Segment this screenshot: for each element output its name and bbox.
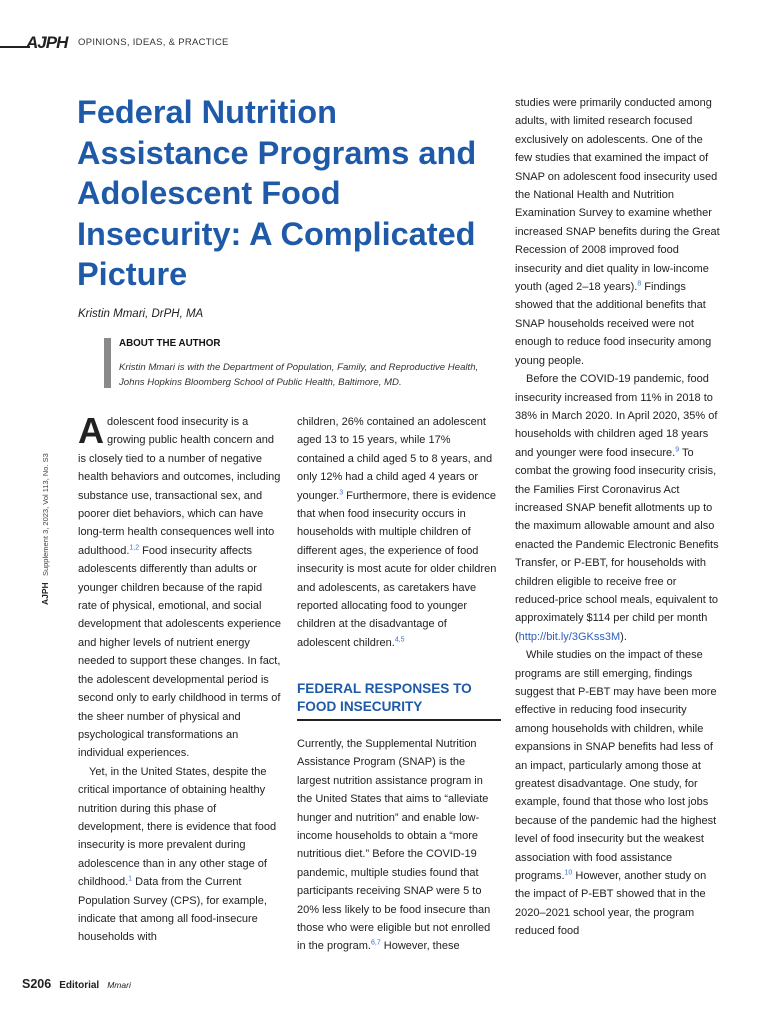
paragraph: Currently, the Supplemental Nutrition Assistance Program (SNAP) is the largest nutrition assistance program in the United States that aims to “alleviate hunger and nutrition” and enable low-income households to obtain a “more nutritious diet.” Before the COVID-19 pandemic, multiple studies found that participants receiving SNAP were 5 to 20% less likely to be food insecure than those who were eligible but not enrolled in the program.$^{6,7}$ However, these (297, 738, 491, 953)
paragraph: studies were primarily conducted among adults, with limited research focused exclusively on adolescents. One of the few studies that examined the impact of SNAP on adolescent food insecurity used the National Health and Nutrition Examination Survey to examine whether increased SNAP benefits during the Great Recession of 2008 improved food insecurity and diet quality in low-income youth (aged 2–18 years).$^8$ Findings showed that the additional benefits that SNAP households received were not enough to reduce food insecurity among young people. (515, 97, 720, 367)
about-author-text: Kristin Mmari is with the Department of Population, Family, and Reproductive Health, Johns Hopkins Bloomberg School of Public Health, Baltimore, MD. (119, 362, 479, 388)
citation[interactable]: 8 (637, 280, 642, 288)
page-footer (22, 977, 131, 991)
side-journal: AJPH (40, 582, 50, 605)
column-1 (78, 410, 282, 947)
section-label: OPINIONS, IDEAS, & PRACTICE (78, 37, 229, 48)
column-2-continued (297, 735, 501, 956)
about-author-heading: ABOUT THE AUTHOR (119, 338, 221, 349)
citation[interactable]: 10 (564, 869, 573, 877)
url-link[interactable]: http://bit.ly/3GKss3M (518, 630, 621, 643)
side-running-info (40, 453, 50, 605)
citation[interactable]: 4,5 (394, 636, 405, 644)
article-title: Federal Nutrition Assistance Programs and Adolescent Food Insecurity: A Complicated Picture (77, 94, 477, 292)
paragraph: Yet, in the United States, despite the critical importance of obtaining healthy nutrition during this phase of development, there is evidence that food insecurity is more prevalent during adolescence than in any other stage of childhood.$^1$ Data from the Current Population Survey (CPS), for example, indicate that among all food-insecure households with (78, 765, 277, 944)
journal-logo: AJPH (26, 33, 68, 52)
running-header (0, 33, 768, 53)
footer-author: Mmari (107, 980, 131, 990)
citation[interactable]: 9 (675, 446, 680, 454)
side-issue: Supplement 3, 2023, Vol 113, No. S3 (41, 453, 50, 577)
author-byline: Kristin Mmari, DrPH, MA (78, 308, 204, 320)
citation[interactable]: 6,7 (370, 939, 381, 947)
column-2 (297, 413, 501, 652)
article-type: Editorial (59, 980, 100, 991)
paragraph: children, 26% contained an adolescent aged 13 to 15 years, while 17% contained a child aged 5 to 8 years, and only 12% had a child aged 4 years or younger.$^3$ Furthermore, there is evidence that when food insecurity occurs in households with multiple children of different ages, the experience of food insecurity is most acute for older children and adolescents, as caretakers have reported allocating food to younger children at the disadvantage of adolescent children.$^{4,5}$ (297, 416, 497, 649)
paragraph: Adolescent food insecurity is a growing public health concern and is closely tied to a number of negative health behaviors and outcomes, including substance use, transactional sex, and poorer diet behaviors, which can have long-term health consequences well into adulthood.$^{1,2}$ Food insecurity affects adolescents differently than adults or younger children because of the rapid rate of physical, emotional, and social development that adolescents experience and higher levels of nutrient energy needed to support these changes. In fact, the adolescent developmental period is second only to early childhood in terms of the sheer number of physical and psychological transformations an individual experiences. (78, 410, 282, 760)
paragraph: Before the COVID-19 pandemic, food insecurity increased from 11% in 2018 to 38% in March 2020. In April 2020, 35% of households with children aged 18 years and younger were food insecure.$^9$ To combat the growing food insecurity crisis, the Families First Coronavirus Act increased SNAP benefit allotments up to the maximum allowable amount and also enacted the Pandemic Electronic Benefits Transfer, or P-EBT, for households with children eligible to receive free or reduced-price school meals, equivalent to approximately $114 per child per month (http://bit.ly/3GKss3M). (515, 373, 719, 643)
page-number: S206 (22, 977, 52, 991)
citation[interactable]: 1,2 (129, 544, 140, 552)
paragraph: While studies on the impact of these programs are still emerging, findings suggest that P-EBT may have been more effective in reducing food insecurity among households with children, while expansions in SNAP benefits had less of an impact, particularly among those at greatest disadvantage. One study, for example, found that those who lost jobs because of the pandemic had the highest level of food insecurity but the weakest association with food assistance programs.$^{10}$ However, another study on the impact of P-EBT showed that in the 2020–2021 school year, the program reduced food (515, 649, 717, 938)
citation[interactable]: 1 (128, 875, 133, 883)
column-3 (515, 94, 721, 941)
citation[interactable]: 3 (339, 488, 344, 496)
section-rule (297, 719, 501, 721)
about-author-bar (104, 338, 111, 388)
section-heading: FEDERAL RESPONSES TO FOOD INSECURITY (297, 681, 472, 714)
drop-cap: A (78, 410, 104, 451)
